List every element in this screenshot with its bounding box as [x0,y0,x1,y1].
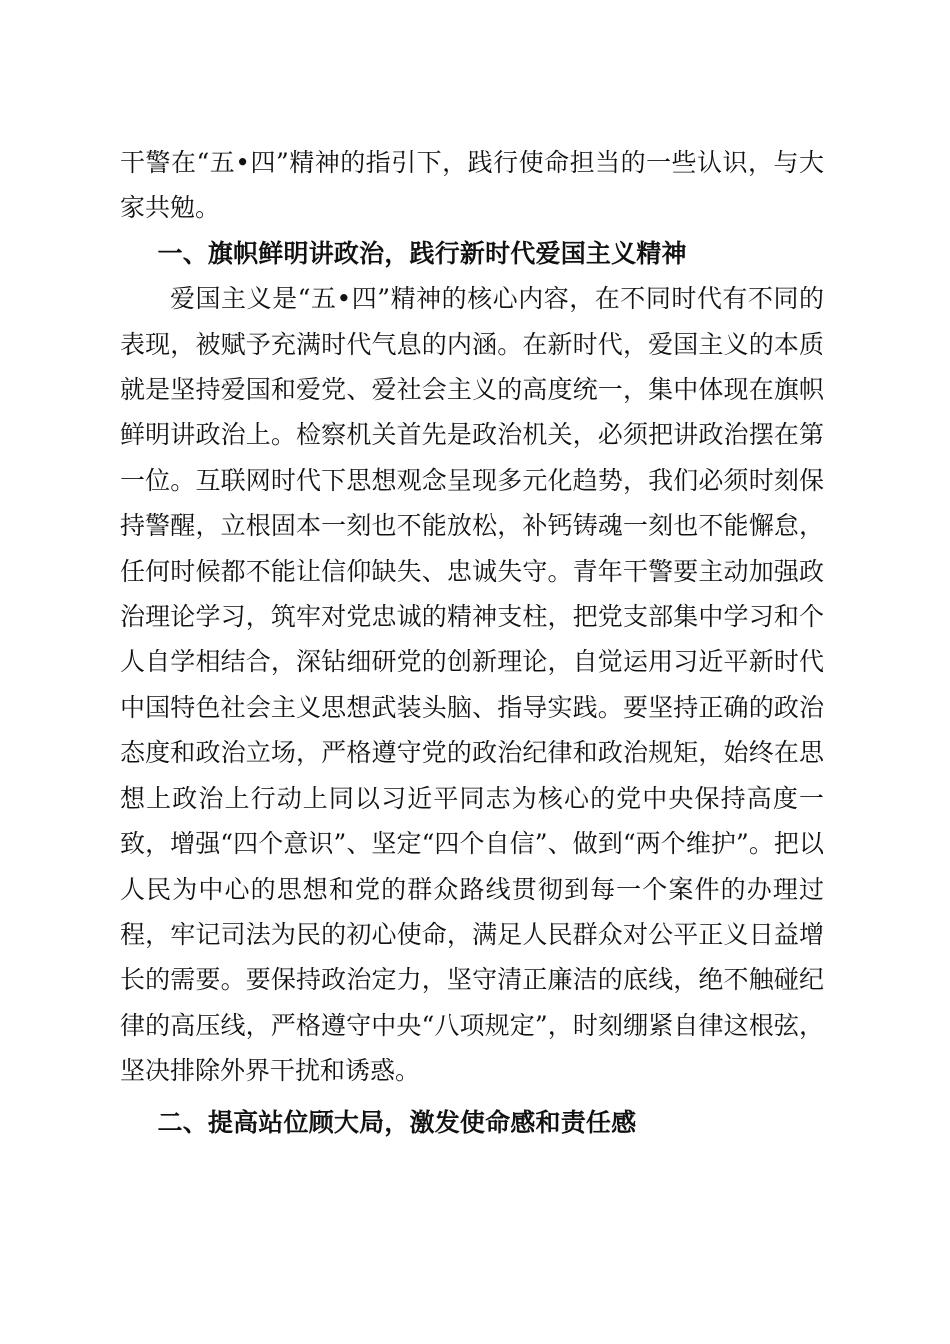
section-1-heading: 一、旗帜鲜明讲政治，践行新时代爱国主义精神 [157,238,687,268]
intro-paragraph: 干警在“五•四”精神的指引下，践行使命担当的一些认识，与大家共勉。 [120,148,824,223]
section-2-heading: 二、提高站位顾大局，激发使命感和责任感 [157,1107,637,1137]
document-body [120,140,824,1145]
section-1-paragraph: 爱国主义是“五•四”精神的核心内容，在不同时代有不同的表现，被赋予充满时代气息的内涵。在新时代，爱国主义的本质就是坚持爱国和爱党、爱社会主义的高度统一，集中体现在旗帜鲜明讲政治上。检察机关首先是政治机关，必须把讲政治摆在第一位。互联网时代下思想观念呈现多元化趋势，我们必须时刻保持警醒，立根固本一刻也不能放松，补钙铸魂一刻也不能懈怠，任何时候都不能让信仰缺失、忠诚失守。青年干警要主动加强政治理论学习，筑牢对党忠诚的精神支柱，把党支部集中学习和个人自学相结合，深钻细研党的创新理论，自觉运用习近平新时代中国特色社会主义思想武装头脑、指导实践。要坚持正确的政治态度和政治立场，严格遵守党的政治纪律和政治规矩，始终在思想上政治上行动上同以习近平同志为核心的党中央保持高度一致，增强“四个意识”、坚定“四个自信”、做到“两个维护”。把以人民为中心的思想和党的群众路线贯彻到每一个案件的办理过程，牢记司法为民的初心使命，满足人民群众对公平正义日益增长的需要。要保持政治定力，坚守清正廉洁的底线，绝不触碰纪律的高压线，严格遵守中央“八项规定”，时刻绷紧自律这根弦，坚决排除外界干扰和诱惑。 [120,284,824,1086]
